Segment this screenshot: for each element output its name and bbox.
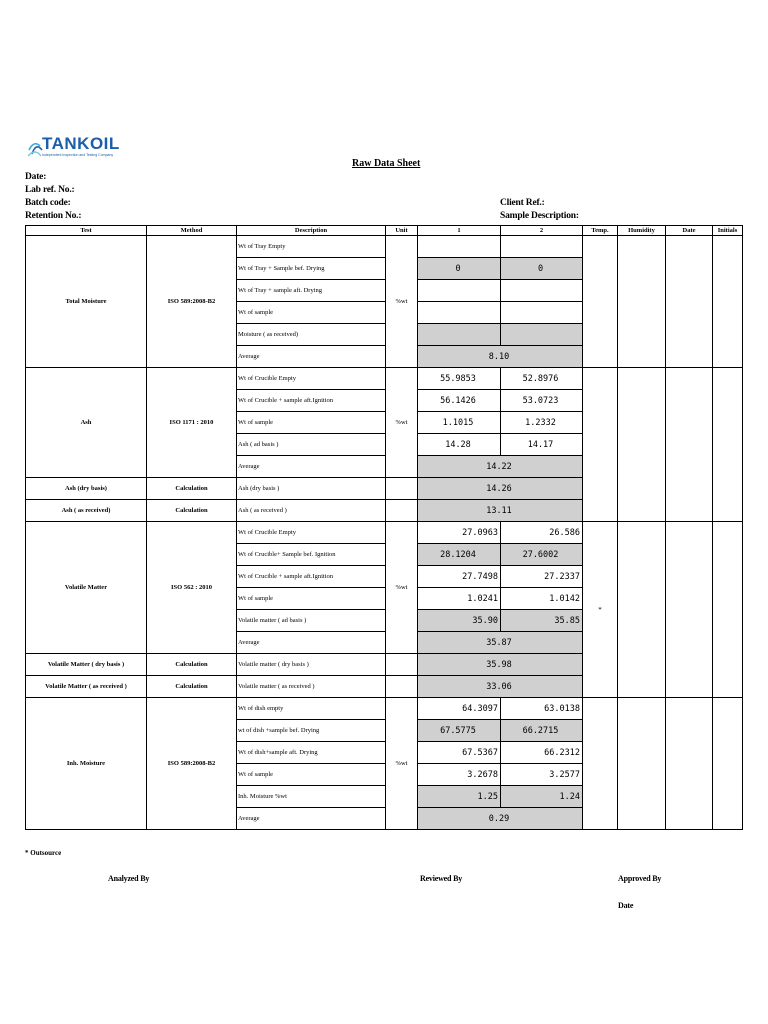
table-row (26, 698, 743, 720)
date-label: Date: (25, 172, 47, 182)
value-cell (501, 280, 583, 302)
description-cell: Ash (dry basis ) (237, 478, 386, 500)
date-cell (666, 522, 713, 698)
unit-cell (386, 500, 418, 522)
logo-company-name: TANKOIL (42, 134, 120, 153)
description-cell: Wt of Crucible Empty (237, 368, 386, 390)
value-cell: 67.5367 (418, 742, 501, 764)
description-cell: Wt of Crucible+ Sample bef. Ignition (237, 544, 386, 566)
description-cell: Wt of Tray Empty (237, 236, 386, 258)
col-temp: Temp. (583, 226, 618, 236)
table-row (26, 522, 743, 544)
date-cell (666, 236, 713, 368)
unit-volatile-matter: %wt (386, 522, 418, 654)
method-ash: ISO 1171 : 2010 (147, 368, 237, 478)
description-cell: Volatile matter ( ad basis ) (237, 610, 386, 632)
value-cell: 1.0241 (418, 588, 501, 610)
test-vm-dry: Volatile Matter ( dry basis ) (26, 654, 147, 676)
description-cell: wt of dish +sample bef. Drying (237, 720, 386, 742)
page-title: Raw Data Sheet (352, 158, 421, 169)
value-cell: 3.2678 (418, 764, 501, 786)
unit-inh-moisture: %wt (386, 698, 418, 830)
description-cell: Average (237, 456, 386, 478)
value-cell: 1.24 (501, 786, 583, 808)
value-cell: 1.0142 (501, 588, 583, 610)
result-cell: 33.06 (418, 676, 583, 698)
approval-date-label: Date (618, 901, 634, 910)
description-cell: Ash ( ad basis ) (237, 434, 386, 456)
value-cell: 27.6002 (501, 544, 583, 566)
method-vm-dry: Calculation (147, 654, 237, 676)
humidity-cell (618, 368, 666, 522)
col-method: Method (147, 226, 237, 236)
unit-total-moisture: %wt (386, 236, 418, 368)
value-cell (418, 280, 501, 302)
description-cell: Volatile matter ( dry basis ) (237, 654, 386, 676)
col-humidity: Humidity (618, 226, 666, 236)
test-vm-as-received: Volatile Matter ( as received ) (26, 676, 147, 698)
method-volatile-matter: ISO 562 : 2010 (147, 522, 237, 654)
test-ash: Ash (26, 368, 147, 478)
description-cell: Ash ( as received ) (237, 500, 386, 522)
unit-cell (386, 654, 418, 676)
value-cell: 14.28 (418, 434, 501, 456)
description-cell: Wt of sample (237, 588, 386, 610)
value-cell: 27.2337 (501, 566, 583, 588)
value-cell (501, 302, 583, 324)
date-cell (666, 698, 713, 830)
unit-cell (386, 676, 418, 698)
logo-tagline: Independent Inspection and Testing Company (42, 153, 114, 157)
col-test: Test (26, 226, 147, 236)
value-cell: 3.2577 (501, 764, 583, 786)
unit-ash: %wt (386, 368, 418, 478)
value-cell: 63.0138 (501, 698, 583, 720)
average-cell: 8.10 (418, 346, 583, 368)
description-cell: Wt of Crucible + sample aft.Ignition (237, 390, 386, 412)
initials-cell (713, 698, 743, 830)
col-date: Date (666, 226, 713, 236)
test-ash-dry: Ash (dry basis) (26, 478, 147, 500)
description-cell: Wt of sample (237, 764, 386, 786)
test-total-moisture: Total Moisture (26, 236, 147, 368)
analyzed-by-label: Analyzed By (108, 874, 150, 883)
value-cell (501, 324, 583, 346)
result-cell: 35.98 (418, 654, 583, 676)
average-cell: 35.87 (418, 632, 583, 654)
description-cell: Inh. Moisture %wt (237, 786, 386, 808)
test-ash-as-received: Ash ( as received) (26, 500, 147, 522)
value-cell: 56.1426 (418, 390, 501, 412)
average-cell: 14.22 (418, 456, 583, 478)
description-cell: Average (237, 346, 386, 368)
value-cell (501, 236, 583, 258)
description-cell: Average (237, 808, 386, 830)
value-cell: 52.8976 (501, 368, 583, 390)
col-description: Description (237, 226, 386, 236)
approved-by-label: Approved By (618, 874, 662, 883)
value-cell: 0 (501, 258, 583, 280)
test-volatile-matter: Volatile Matter (26, 522, 147, 654)
initials-cell (713, 236, 743, 368)
table-header-row (26, 226, 743, 236)
client-ref-label: Client Ref.: (500, 198, 545, 208)
method-ash-dry: Calculation (147, 478, 237, 500)
humidity-cell (618, 522, 666, 698)
result-cell: 13.11 (418, 500, 583, 522)
method-ash-as-received: Calculation (147, 500, 237, 522)
value-cell: 55.9853 (418, 368, 501, 390)
value-cell: 66.2312 (501, 742, 583, 764)
value-cell: 27.7498 (418, 566, 501, 588)
temp-cell (583, 236, 618, 368)
value-cell: 35.85 (501, 610, 583, 632)
value-cell: 53.0723 (501, 390, 583, 412)
col-unit: Unit (386, 226, 418, 236)
description-cell: Wt of dish empty (237, 698, 386, 720)
table-row (26, 236, 743, 258)
result-cell: 14.26 (418, 478, 583, 500)
initials-cell (713, 522, 743, 698)
description-cell: Average (237, 632, 386, 654)
average-cell: 0.29 (418, 808, 583, 830)
outsource-note: * Outsource (25, 849, 62, 857)
date-cell (666, 368, 713, 522)
value-cell: 67.5775 (418, 720, 501, 742)
value-cell: 35.90 (418, 610, 501, 632)
description-cell: Wt of dish+sample aft. Drying (237, 742, 386, 764)
col-result-1: 1 (418, 226, 501, 236)
value-cell: 0 (418, 258, 501, 280)
description-cell: Wt of sample (237, 302, 386, 324)
humidity-cell (618, 698, 666, 830)
description-cell: Moisture ( as received) (237, 324, 386, 346)
col-result-2: 2 (501, 226, 583, 236)
description-cell: Wt of sample (237, 412, 386, 434)
method-inh-moisture: ISO 589:2008-B2 (147, 698, 237, 830)
value-cell: 28.1204 (418, 544, 501, 566)
description-cell: Wt of Crucible Empty (237, 522, 386, 544)
description-cell: Wt of Tray + sample aft. Drying (237, 280, 386, 302)
value-cell: 66.2715 (501, 720, 583, 742)
value-cell: 1.25 (418, 786, 501, 808)
value-cell: 64.3097 (418, 698, 501, 720)
initials-cell (713, 368, 743, 522)
batch-code-label: Batch code: (25, 198, 71, 208)
temp-cell (583, 698, 618, 830)
value-cell: 1.2332 (501, 412, 583, 434)
description-cell: Wt of Tray + Sample bef. Drying (237, 258, 386, 280)
unit-cell (386, 478, 418, 500)
humidity-cell (618, 236, 666, 368)
temp-cell (583, 368, 618, 522)
method-total-moisture: ISO 589:2008-B2 (147, 236, 237, 368)
description-cell: Wt of Crucible + sample aft.Ignition (237, 566, 386, 588)
value-cell (418, 324, 501, 346)
reviewed-by-label: Reviewed By (420, 874, 463, 883)
outsource-marker: * (583, 522, 618, 698)
lab-ref-label: Lab ref. No.: (25, 185, 75, 195)
value-cell: 27.0963 (418, 522, 501, 544)
value-cell: 1.1015 (418, 412, 501, 434)
value-cell (418, 302, 501, 324)
raw-data-table (25, 225, 743, 830)
col-initials: Initials (713, 226, 743, 236)
description-cell: Volatile matter ( as received ) (237, 676, 386, 698)
sample-description-label: Sample Description: (500, 211, 579, 221)
method-vm-as-received: Calculation (147, 676, 237, 698)
retention-label: Retention No.: (25, 211, 82, 221)
test-inh-moisture: Inh. Moisture (26, 698, 147, 830)
value-cell: 14.17 (501, 434, 583, 456)
value-cell (418, 236, 501, 258)
value-cell: 26.586 (501, 522, 583, 544)
table-row (26, 368, 743, 390)
